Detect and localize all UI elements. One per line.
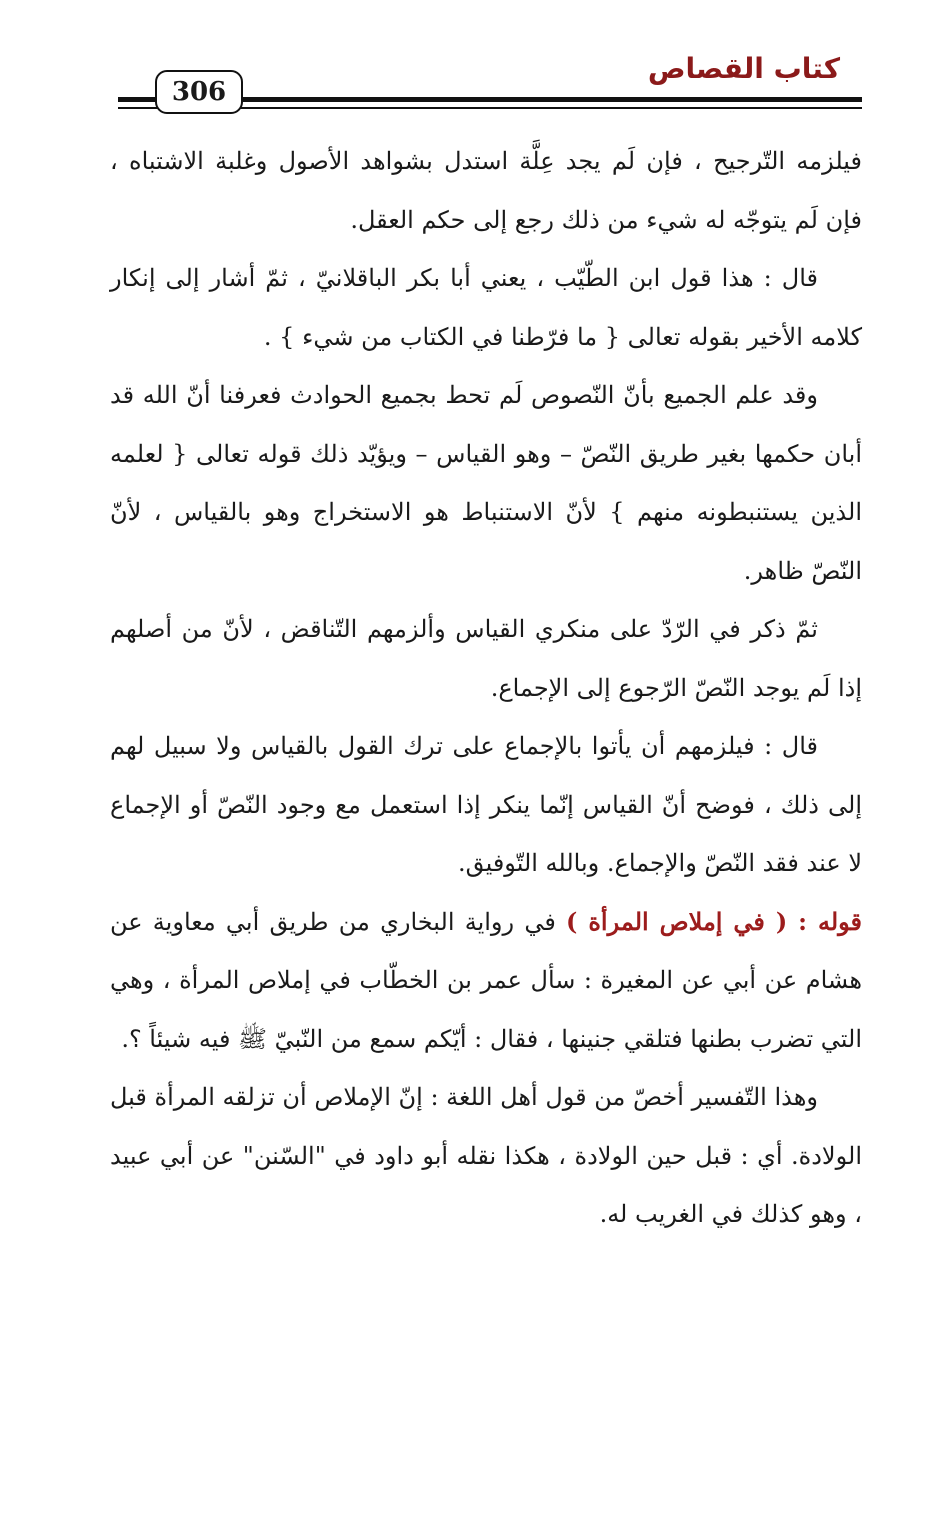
page-number: 306 xyxy=(155,70,243,114)
page-body xyxy=(110,132,862,1244)
page-header xyxy=(0,0,945,130)
paragraph-4: ثمّ ذكر في الرّدّ على منكري القياس وألزمهم التّناقض ، لأنّ من أصلهم إذا لَم يوجد النّصّ الرّجوع إلى الإجماع. xyxy=(110,615,862,702)
commentary-lemma: قوله : ( في إملاص المرأة ) xyxy=(566,906,863,936)
paragraph-6-text: في رواية البخاري من طريق أبي معاوية عن هشام عن أبي عن المغيرة : سأل عمر بن الخطّاب في إملاص المرأة ، وهي التي تضرب بطنها فتلقي جنينها ، فقال : أيّكم سمع من النّبيّ ﷺ فيه شيئاً ؟. xyxy=(110,907,862,1053)
paragraph-6 xyxy=(110,893,862,1069)
paragraph-3: وقد علم الجميع بأنّ النّصوص لَم تحط بجميع الحوادث فعرفنا أنّ الله قد أبان حكمها بغير طريق النّصّ – وهو القياس – ويؤيّد ذلك قوله تعالى { لعلمه الذين يستنبطونه منهم } لأنّ الاستنباط هو الاستخراج وهو بالقياس ، لأنّ النّصّ ظاهر. xyxy=(110,381,862,585)
paragraph-5: قال : فيلزمهم أن يأتوا بالإجماع على ترك القول بالقياس ولا سبيل لهم إلى ذلك ، فوضح أنّ القياس إنّما ينكر إذا استعمل مع وجود النّصّ أو الإجماع لا عند فقد النّصّ والإجماع. وبالله التّوفيق. xyxy=(110,732,862,877)
paragraph-1: فيلزمه التّرجيح ، فإن لَم يجد عِلَّة استدل بشواهد الأصول وغلبة الاشتباه ، فإن لَم يتوجّه له شيء من ذلك رجع إلى حكم العقل. xyxy=(110,147,862,234)
paragraph-2: قال : هذا قول ابن الطّيّب ، يعني أبا بكر الباقلانيّ ، ثمّ أشار إلى إنكار كلامه الأخير بقوله تعالى { ما فرّطنا في الكتاب من شيء } . xyxy=(110,264,862,351)
book-title: كتاب القصاص xyxy=(647,52,840,85)
paragraph-7: وهذا التّفسير أخصّ من قول أهل اللغة : إنّ الإملاص أن تزلقه المرأة قبل الولادة. أي : قبل حين الولادة ، هكذا نقله أبو داود في "السّنن" عن أبي عبيد ، وهو كذلك في الغريب له. xyxy=(110,1083,862,1228)
